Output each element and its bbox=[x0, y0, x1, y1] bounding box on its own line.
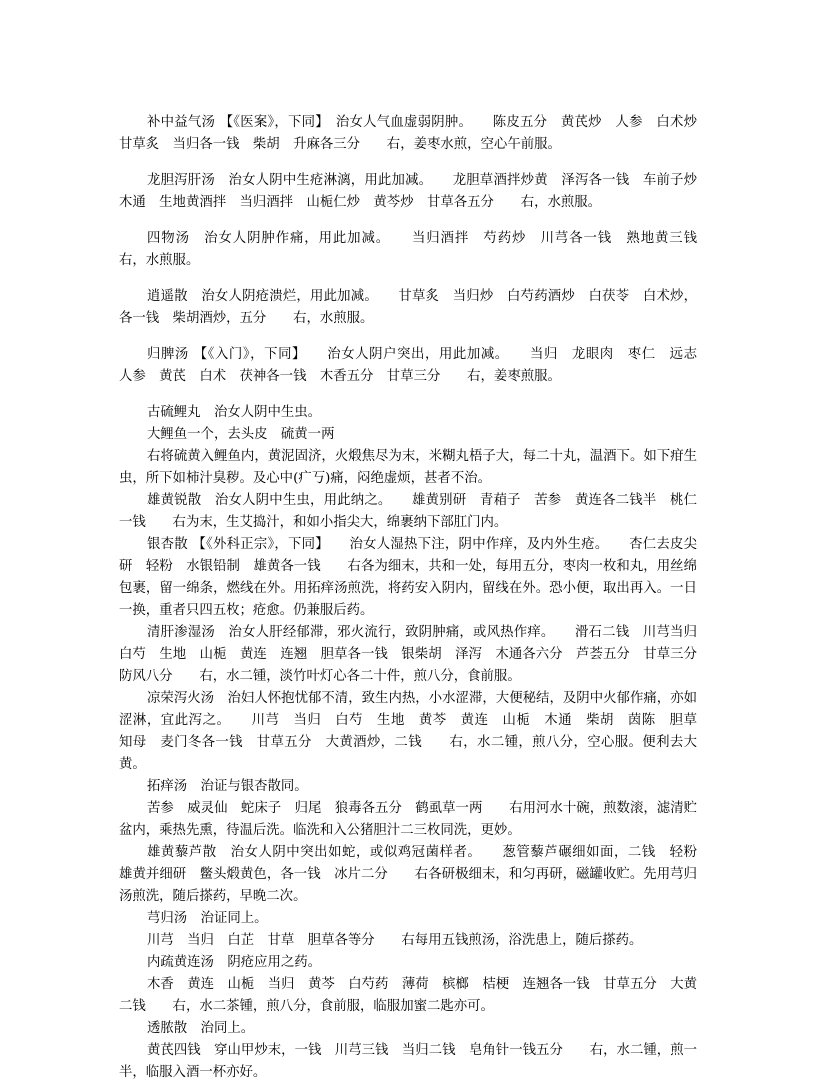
paragraph-xiaoyao-san: 逍遥散 治女人阴疮溃烂，用此加减。 甘草炙 当归炒 白芍药酒炒 白茯苓 白术炒，各一钱 柴胡酒炒，五分 右，水煎服。 bbox=[119, 289, 697, 326]
paragraph-qinggan-shenshi-tang: 清肝渗湿汤 治女人肝经郁滞，邪火流行，致阴肿痛，或风热作痒。 滑石二钱 川芎当归 白芍 生地 山栀 黄连 连翘 胆草各一钱 银柴胡 泽泻 木通各六分 芦荟五分 甘草三分 防风八分 右，水二锺，淡竹叶灯心各二十件，煎八分，食前服。 bbox=[119, 625, 711, 684]
paragraph-guipi-tang: 归脾汤 【《入门》，下同】 治女人阴户突出，用此加减。 当归 龙眼肉 枣仁 远志 人参 黄芪 白术 茯神各一钱 木香五分 甘草三分 右，姜枣煎服。 bbox=[119, 347, 711, 384]
paragraph-gu-liuli-wan: 古硫鲤丸 治女人阴中生虫。 bbox=[147, 405, 322, 420]
paragraph-yinxing-san: 银杏散 【《外科正宗》，下同】 治女人湿热下注，阴中作痒，及内外生疮。 杏仁去皮尖研 轻粉 水银铅制 雄黄各一钱 右各为细末，共和一处，每用五分，枣肉一枚和丸，用丝绵包裹，留一绵条，燃线在外。用拓痒汤煎洗，将药安入阴内，留线在外。恐小便，取出再入。一日一换，重者只四五枚；疮愈。仍兼服后药。 bbox=[119, 537, 697, 618]
paragraph-gu-liuli-wan-method: 右将硫黄入鲤鱼内，黄泥固济，火煅焦尽为末，米糊丸梧子大，每二十丸，温酒下。如下疳生虫，所下如柿汁臭秽。及心中(疒丂)痛，闷绝虚烦，甚者不治。 bbox=[119, 449, 697, 486]
paragraph-xionghuang-rui-san: 雄黄锐散 治女人阴中生虫，用此纳之。 雄黄别研 青葙子 苦参 黄连各二钱半 桃仁一钱 右为末，生艾捣汁，和如小指尖大，绵裹纳下部肛门内。 bbox=[119, 493, 697, 530]
paragraph-tounong-san: 透脓散 治同上。 bbox=[147, 1021, 255, 1036]
document-body bbox=[119, 112, 711, 1084]
paragraph-longdan-xiegan-tang: 龙胆泻肝汤 治女人阴中生疮淋漓，用此加减。 龙胆草酒拌炒黄 泽泻各一钱 车前子炒 木通 生地黄酒拌 当归酒拌 山栀仁炒 黄芩炒 甘草各五分 右，水煎服。 bbox=[119, 173, 711, 210]
paragraph-tuoyang-tang: 拓痒汤 治证与银杏散同。 bbox=[147, 779, 308, 794]
paragraph-xionggui-tang: 芎归汤 治证同上。 bbox=[147, 911, 268, 926]
paragraph-xionghuang-lilu-san: 雄黄藜芦散 治女人阴中突出如蛇，或似鸡冠菌样者。 葱管藜芦碾细如面，二钱 轻粉 雄黄并细研 鳖头煅黄色，各一钱 冰片二分 右各研极细末，和匀再研，磁罐收贮。先用芎归汤煎洗，随后搽药，早晚二次。 bbox=[119, 845, 711, 904]
paragraph-tuoyang-tang-ingredients: 苦参 威灵仙 蛇床子 归尾 狼毒各五分 鹤虱草一两 右用河水十碗，煎数滚，滤清贮盆内，乘热先熏，待温后洗。临洗和入公猪胆汁二三枚同洗，更妙。 bbox=[119, 801, 697, 838]
paragraph-siwu-tang: 四物汤 治女人阴肿作痛，用此加减。 当归酒拌 芍药炒 川芎各一钱 熟地黄三钱 右，水煎服。 bbox=[119, 231, 711, 268]
paragraph-buzhong-yiqi-tang: 补中益气汤 【《医案》，下同】 治女人气血虚弱阴肿。 陈皮五分 黄芪炒 人参 白术炒 甘草炙 当归各一钱 柴胡 升麻各三分 右，姜枣水煎，空心午前服。 bbox=[119, 115, 711, 152]
paragraph-liangrong-xiehuo-tang: 凉荣泻火汤 治妇人怀抱忧郁不清，致生内热，小水涩滞，大便秘结，及阴中火郁作痛，亦如涩淋，宜此泻之。 川芎 当归 白芍 生地 黄芩 黄连 山栀 木通 柴胡 茵陈 胆草 知母 麦门冬各一钱 甘草五分 大黄酒炒，二钱 右，水二锺，煎八分，空心服。便利去大黄。 bbox=[119, 691, 711, 772]
paragraph-xionggui-tang-ingredients: 川芎 当归 白芷 甘草 胆草各等分 右每用五钱煎汤，浴洗患上，随后搽药。 bbox=[147, 933, 643, 948]
paragraph-neishu-huanglian-tang-ingredients: 木香 黄连 山栀 当归 黄芩 白芍药 薄荷 槟榔 桔梗 连翘各一钱 甘草五分 大黄二钱 右，水二茶锺，煎八分，食前服，临服加蜜二匙亦可。 bbox=[119, 977, 697, 1014]
paragraph-gu-liuli-wan-ingredients: 大鲤鱼一个，去头皮 硫黄一两 bbox=[147, 427, 335, 442]
paragraph-neishu-huanglian-tang: 内疏黄连汤 阴疮应用之药。 bbox=[147, 955, 322, 970]
paragraph-tounong-san-ingredients: 黄芪四钱 穿山甲炒末，一钱 川芎三钱 当归二钱 皂角针一钱五分 右，水二锺，煎一半，临服入酒一杯亦好。 bbox=[119, 1043, 697, 1080]
